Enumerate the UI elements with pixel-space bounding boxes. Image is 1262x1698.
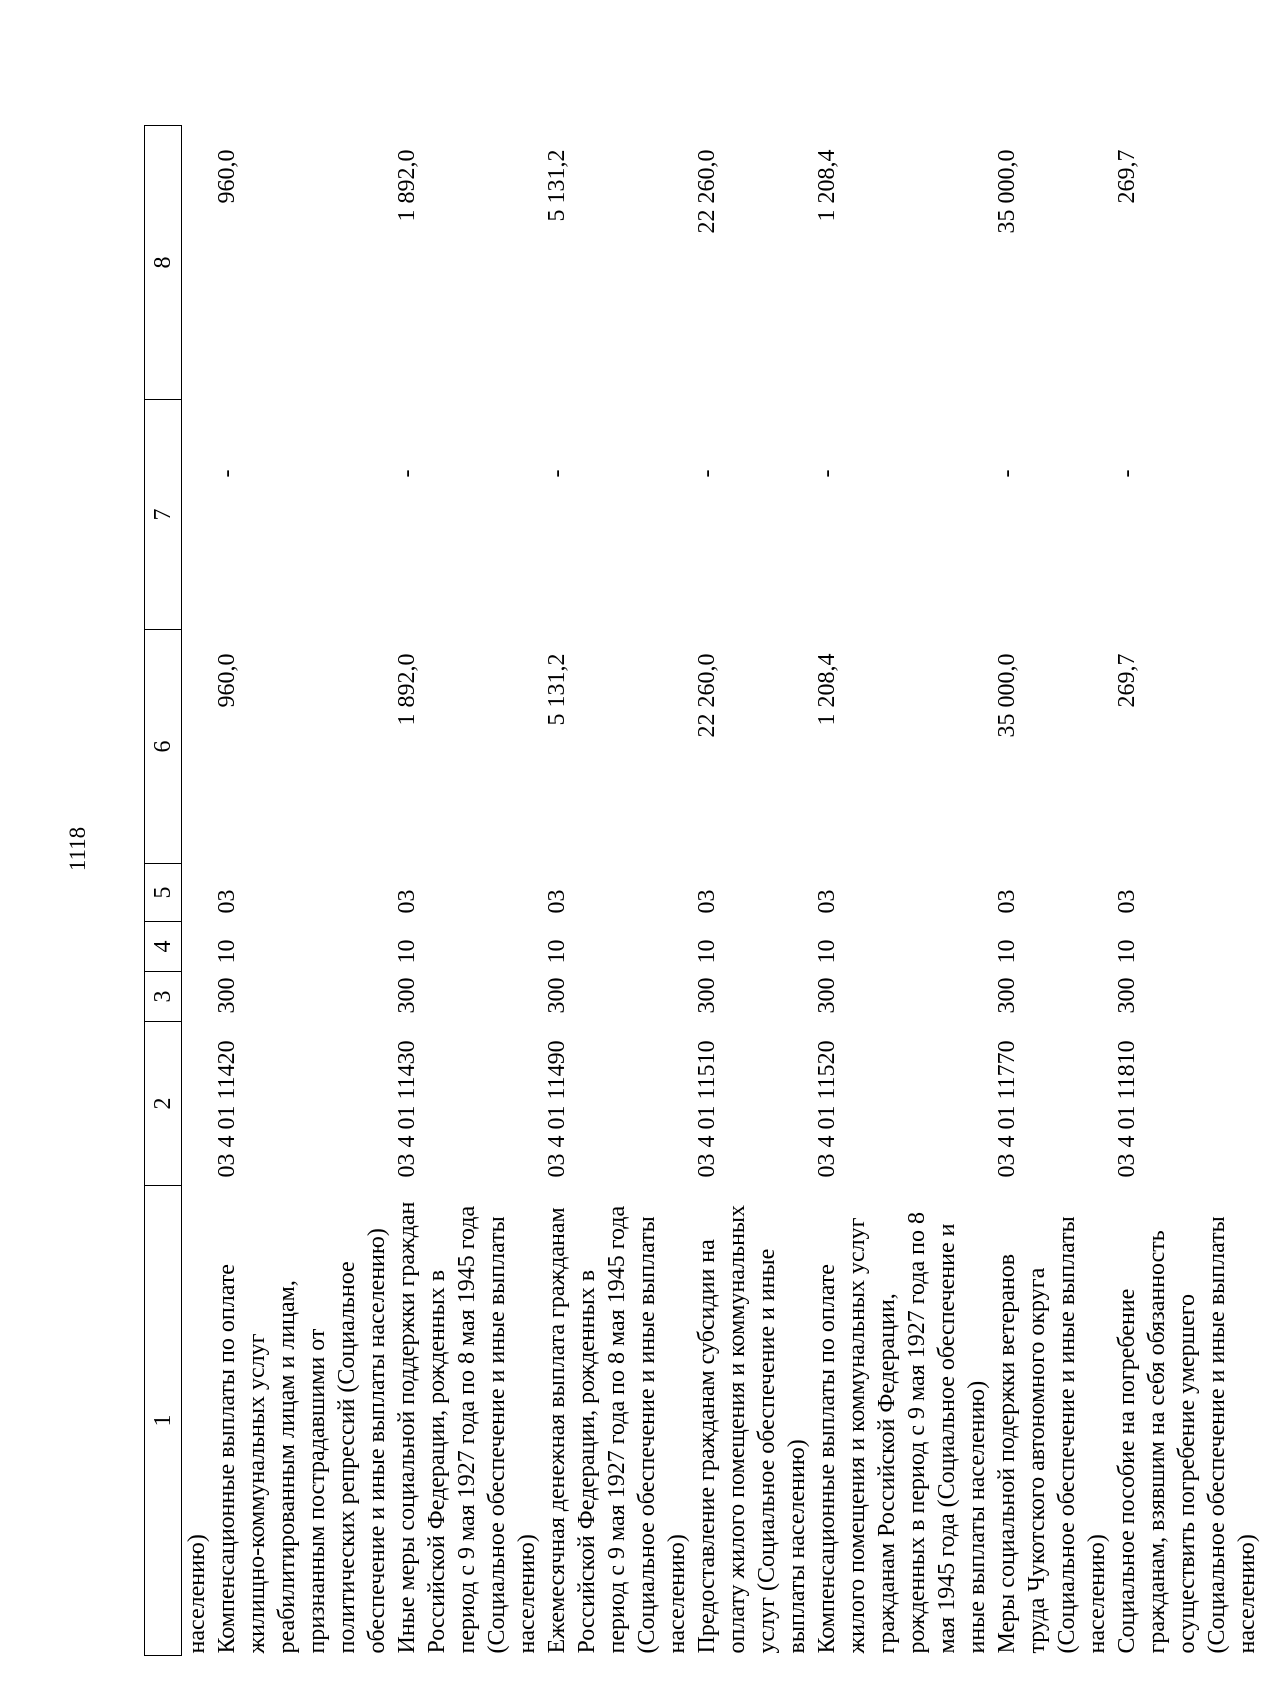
row-subsection: 03	[1114, 889, 1140, 914]
row-expense-type: 300	[214, 977, 240, 1014]
row-expense-type: 300	[994, 977, 1020, 1014]
row-expense-type: 300	[1114, 977, 1140, 1014]
table-row	[812, 126, 992, 1656]
row-subsection: 03	[394, 889, 420, 914]
row-amount-col7: -	[214, 469, 240, 478]
row-expense-type: 300	[694, 977, 720, 1014]
table-header-row	[145, 126, 182, 1656]
header-col-5: 5	[145, 864, 182, 922]
row-amount-col6: 22 260,0	[694, 653, 720, 738]
continuation-row	[182, 126, 213, 1656]
row-amount-col8: 1 892,0	[394, 149, 420, 222]
row-name: Социальное пособие на погребение гражданам, взявшим на себя обязанность осуществить погребение умершего (Социальное обеспечение и иные выплаты населению)	[1114, 1216, 1260, 1654]
row-amount-col6: 1 208,4	[814, 653, 840, 726]
row-amount-col6: 960,0	[214, 653, 240, 708]
row-amount-col6: 269,7	[1114, 653, 1140, 708]
row-section: 10	[994, 939, 1020, 964]
row-amount-col7: -	[1114, 469, 1140, 478]
row-amount-col7: -	[994, 469, 1020, 478]
row-expense-type: 300	[394, 977, 420, 1014]
row-code: 03 4 01 11510	[694, 1040, 720, 1178]
row-amount-col8: 22 260,0	[694, 149, 720, 234]
table-row	[542, 126, 692, 1656]
row-code: 03 4 01 11430	[394, 1040, 420, 1178]
header-col-4: 4	[145, 922, 182, 972]
row-name: Иные меры социальной поддержки граждан Российской Федерации, рожденных в период с 9 мая 1927 года по 8 мая 1945 года (Социальное обеспечение и иные выплаты населению)	[394, 1201, 540, 1654]
row-name: Ежемесячная денежная выплата гражданам Российской Федерации, рожденных в период с 9 мая 1927 года по 8 мая 1945 года (Социальное обеспечение и иные выплаты населению)	[544, 1205, 690, 1654]
row-name: Компенсационные выплаты по оплате жилого помещения и коммунальных услуг гражданам Российской Федерации, рожденных в период с 9 мая 1927 года по 8 мая 1945 года (Социальное обеспечение и иные выплаты населению)	[814, 1212, 990, 1654]
row-section: 10	[1114, 939, 1140, 964]
row-amount-col6: 5 131,2	[544, 653, 570, 726]
budget-table	[144, 125, 1262, 1656]
row-code: 03 4 01 11520	[814, 1040, 840, 1178]
row-section: 10	[814, 939, 840, 964]
row-subsection: 03	[994, 889, 1020, 914]
row-code: 03 4 01 11420	[214, 1040, 240, 1178]
row-subsection: 03	[544, 889, 570, 914]
row-subsection: 03	[814, 889, 840, 914]
row-section: 10	[544, 939, 570, 964]
continuation-text: населению)	[184, 1534, 210, 1654]
row-amount-col8: 960,0	[214, 149, 240, 204]
header-col-2: 2	[145, 1022, 182, 1186]
row-name: Предоставление гражданам субсидии на оплату жилого помещения и коммунальных услуг (Социальное обеспечение и иные выплаты населению)	[694, 1204, 810, 1654]
header-col-1: 1	[145, 1186, 182, 1656]
row-amount-col8: 1 208,4	[814, 149, 840, 222]
header-col-6: 6	[145, 630, 182, 864]
row-amount-col7: -	[694, 469, 720, 478]
row-code: 03 4 01 11810	[1114, 1040, 1140, 1178]
row-code: 03 4 01 11490	[544, 1040, 570, 1178]
row-expense-type: 300	[544, 977, 570, 1014]
table-row	[212, 126, 392, 1656]
table-row	[992, 126, 1112, 1656]
row-amount-col8: 35 000,0	[994, 149, 1020, 234]
row-code: 03 4 01 11770	[994, 1040, 1020, 1178]
table-row	[1112, 126, 1262, 1656]
row-amount-col8: 269,7	[1114, 149, 1140, 204]
header-col-8: 8	[145, 126, 182, 400]
table-row	[692, 126, 812, 1656]
row-amount-col7: -	[394, 469, 420, 478]
row-section: 10	[214, 939, 240, 964]
row-subsection: 03	[694, 889, 720, 914]
row-section: 10	[694, 939, 720, 964]
table-row	[392, 126, 542, 1656]
header-col-7: 7	[145, 400, 182, 630]
row-amount-col7: -	[544, 469, 570, 478]
row-amount-col7: -	[814, 469, 840, 478]
row-expense-type: 300	[814, 977, 840, 1014]
header-col-3: 3	[145, 972, 182, 1022]
row-amount-col6: 1 892,0	[394, 653, 420, 726]
row-section: 10	[394, 939, 420, 964]
row-amount-col8: 5 131,2	[544, 149, 570, 222]
row-amount-col6: 35 000,0	[994, 653, 1020, 738]
page-number: 1118	[65, 826, 90, 872]
row-name: Меры социальной подержки ветеранов труда Чукотского автономного округа (Социальное обеспечение и иные выплаты населению)	[994, 1216, 1110, 1654]
table-body	[182, 126, 1262, 1656]
row-name: Компенсационные выплаты по оплате жилищно-коммунальных услуг реабилитированным лицам и лицам, признанным пострадавшими от политических репрессий (Социальное обеспечение и иные выплаты населению)	[214, 1228, 390, 1654]
row-subsection: 03	[214, 889, 240, 914]
